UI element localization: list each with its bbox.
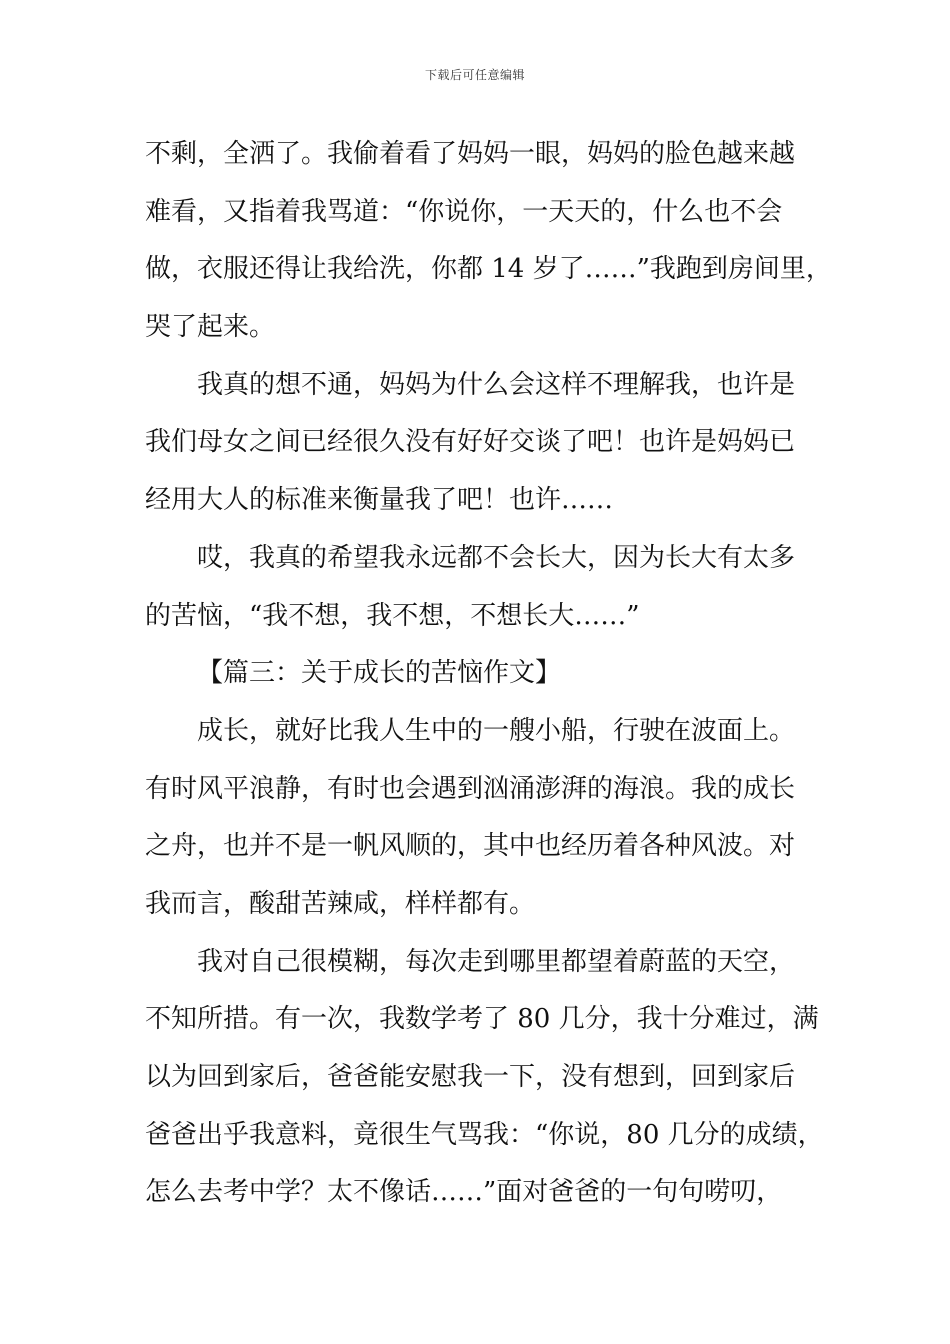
text-line: 经用大人的标准来衡量我了吧！也许…… [145,485,614,516]
text-line: 的苦恼，“我不想，我不想，不想长大……” [145,600,640,631]
text-line: 不剩，全洒了。我偷着看了妈妈一眼，妈妈的脸色越来越 [145,139,796,169]
text-line: 爸爸出乎我意料，竟很生气骂我：“你说，80 几分的成绩， [145,1119,824,1150]
text-line: 有时风平浪静，有时也会遇到汹涌澎湃的海浪。我的成长 [145,773,796,804]
text-line: 难看，又指着我骂道：“你说你，一天天的，什么也不会 [145,196,783,227]
paragraph-start-line: 成长，就好比我人生中的一艘小船，行驶在波面上。 [197,715,796,746]
paragraph-start-line: 我真的想不通，妈妈为什么会这样不理解我，也许是 [197,369,796,400]
text-line: 我们母女之间已经很久没有好好交谈了吧！也许是妈妈已 [145,427,796,458]
page-header: 下载后可任意编辑 [424,68,525,82]
text-line: 哭了起来。 [145,312,276,343]
document-body [145,126,832,1222]
paragraph-start-line: 我对自己很模糊，每次走到哪里都望着蔚蓝的天空， [197,946,796,977]
text-line: 之舟，也并不是一帆风顺的，其中也经历着各种风波。对 [145,831,796,862]
text-line: 怎么去考中学？太不像话……”面对爸爸的一句句唠叨， [145,1177,783,1208]
text-line: 我而言，酸甜苦辣咸，样样都有。 [145,888,536,919]
text-line: 以为回到家后，爸爸能安慰我一下，没有想到，回到家后 [145,1062,796,1092]
text-line: 做，衣服还得让我给洗，你都 14 岁了……”我跑到房间里， [145,254,832,285]
text-line: 不知所措。有一次，我数学考了 80 几分，我十分难过，满 [145,1004,819,1035]
paragraph-start-line: 哎，我真的希望我永远都不会长大，因为长大有太多 [197,542,796,573]
section-heading: 【篇三：关于成长的苦恼作文】 [197,658,562,689]
